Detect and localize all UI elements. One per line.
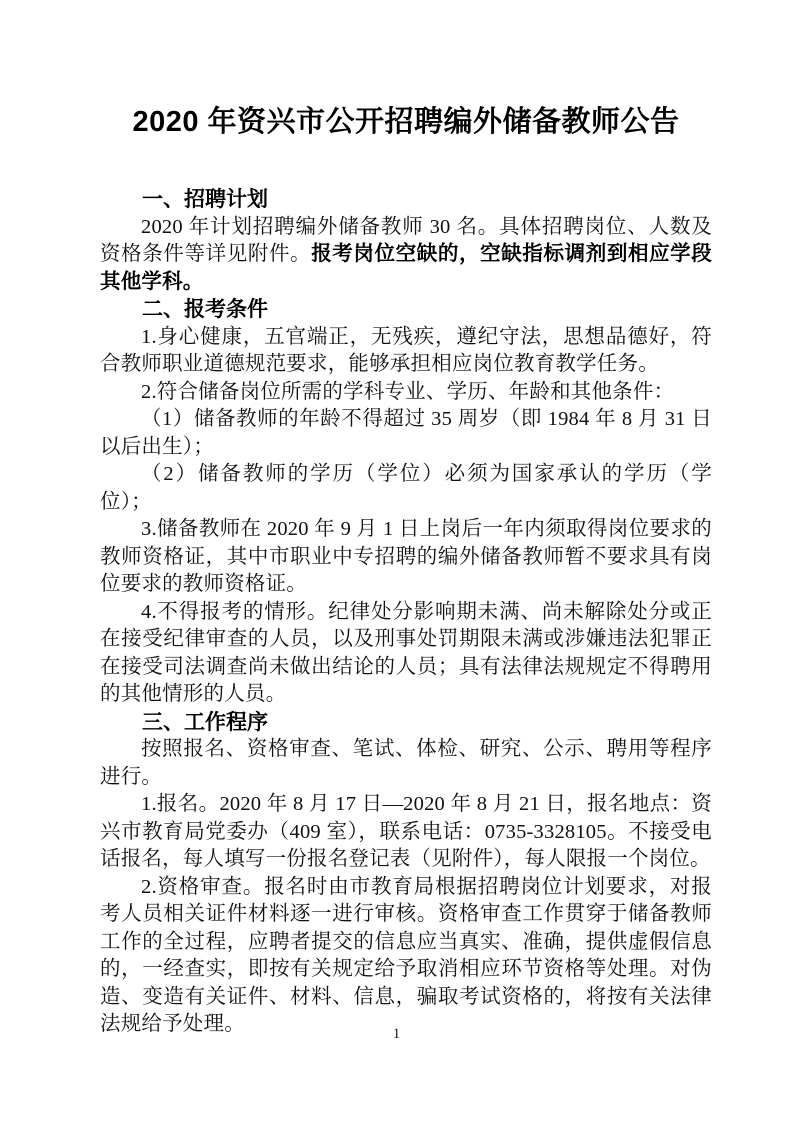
- paragraph-plan-bold-text: 报考岗位空缺的，空缺指标调剂到相应学段其他学科。: [100, 243, 712, 293]
- paragraph-condition-2-sub-1: （1）储备教师的年龄不得超过 35 周岁（即 1984 年 8 月 31 日以后出生）；: [100, 408, 712, 458]
- paragraph-plan-text: 2020 年计划招聘编外储备教师 30 名。具体招聘岗位、人数及资格条件等详见附件。: [100, 215, 712, 265]
- paragraph-condition-2-sub-2: （2）储备教师的学历（学位）必须为国家承认的学历（学位）；: [100, 463, 712, 513]
- section-work-procedure: [100, 709, 712, 1039]
- page-number: 1: [392, 1026, 401, 1042]
- paragraph-condition-1: 1.身心健康，五官端正，无残疾，遵纪守法，思想品德好，符合教师职业道德规范要求，能够承担相应岗位教育教学任务。: [100, 325, 712, 375]
- document-content: [100, 0, 712, 1039]
- section-heading-recruitment-plan: 一、招聘计划: [142, 188, 268, 211]
- paragraph-condition-3: 3.储备教师在 2020 年 9 月 1 日上岗后一年内须取得岗位要求的教师资格证，其中市职业中专招聘的编外储备教师暂不要求具有岗位要求的教师资格证。: [100, 518, 712, 595]
- section-heading-application-conditions: 二、报考条件: [142, 298, 268, 321]
- section-recruitment-plan: [100, 186, 712, 296]
- paragraph-procedure-registration: 1.报名。2020 年 8 月 17 日—2020 年 8 月 21 日，报名地点：资兴市教育局党委办（409 室），联系电话：0735-3328105。不接受电话报名，每人填写一份报名登记表（见附件），每人限报一个岗位。: [100, 793, 712, 870]
- paragraph-plan: [100, 214, 712, 297]
- paragraph-procedure-qualification-review: 2.资格审查。报名时由市教育局根据招聘岗位计划要求，对报考人员相关证件材料逐一进行审核。资格审查工作贯穿于储备教师工作的全过程，应聘者提交的信息应当真实、准确，提供虚假信息的，一经查实，即按有关规定给予取消相应环节资格等处理。对伪造、变造有关证件、材料、信息，骗取考试资格的，将按有关法律法规给予处理。: [100, 875, 712, 1035]
- document-title: 2020 年资兴市公开招聘编外储备教师公告: [132, 106, 680, 138]
- paragraph-condition-4: 4.不得报考的情形。纪律处分影响期未满、尚未解除处分或正在接受纪律审查的人员，以及刑事处罚期限未满或涉嫌违法犯罪正在接受司法调查尚未做出结论的人员；具有法律法规规定不得聘用的其他情形的人员。: [100, 600, 712, 705]
- section-heading-work-procedure: 三、工作程序: [142, 710, 268, 734]
- section-application-conditions: [100, 296, 712, 709]
- paragraph-procedure-overview: 按照报名、资格审查、笔试、体检、研究、公示、聘用等程序进行。: [100, 738, 712, 788]
- paragraph-condition-2: 2.符合储备岗位所需的学科专业、学历、年龄和其他条件：: [141, 380, 675, 403]
